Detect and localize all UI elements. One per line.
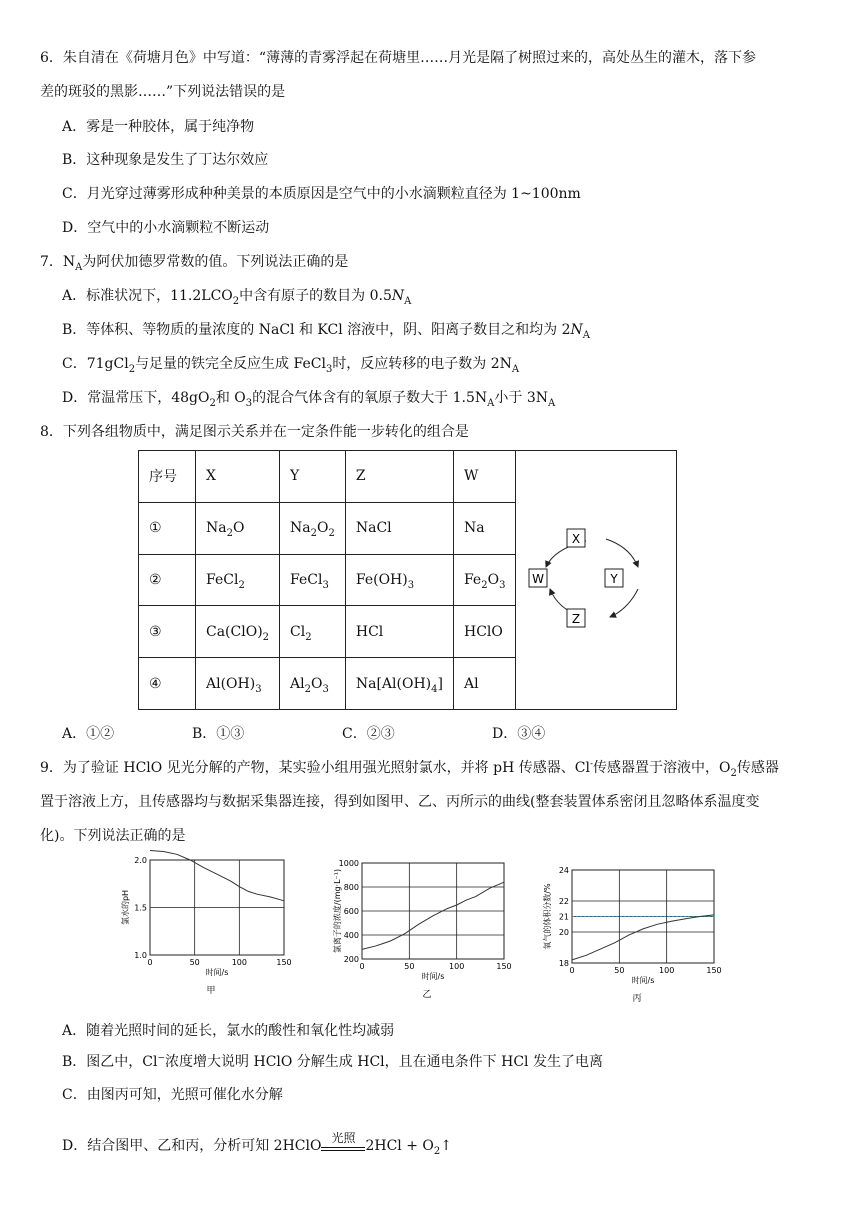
x-tick-label: 0 bbox=[147, 958, 153, 967]
x-axis-label: 时间/s bbox=[205, 968, 229, 977]
q9-option-b: B．图乙中，Cl−浓度增大说明 HClO 分解生成 HCl，且在通电条件下 HCl 发生了电离 bbox=[62, 1053, 603, 1070]
q6-stem-line1: 6．朱自清在《荷塘月色》中写道：“薄薄的青雾浮起在荷塘里……月光是隔了树照过来的，高处丛生的灌木，落下参 bbox=[40, 50, 757, 66]
q8-option-c: C．②③ bbox=[342, 726, 395, 742]
chart-title: 乙 bbox=[422, 990, 432, 1000]
y-tick-label: 2.0 bbox=[134, 856, 147, 865]
table-header: X bbox=[196, 451, 280, 503]
q7-option-d: D．常温常压下，$48gO_2$和 $O_3$的混合气体含有的氧原子数大于 $1.5N_A$小于 $3N_A$ bbox=[62, 390, 556, 409]
node-y-label: Y bbox=[610, 572, 619, 586]
q8-option-a: A．①② bbox=[62, 726, 115, 742]
y-tick-label: 1.0 bbox=[134, 951, 147, 960]
q8-stem: 8．下列各组物质中，满足图示关系并在一定条件能一步转化的组合是 bbox=[40, 424, 469, 440]
arrow-y-to-z bbox=[610, 589, 638, 617]
cell-z: NaCl bbox=[345, 502, 453, 554]
cell-x: $Ca(ClO)_2$ bbox=[196, 606, 280, 658]
y-tick-label: 22 bbox=[558, 897, 569, 906]
cell-x: $Na_2O$ bbox=[196, 502, 280, 554]
chart-title: 甲 bbox=[206, 986, 216, 996]
cell-z: $Na[Al(OH)_4]$ bbox=[345, 658, 453, 710]
q6-option-c: C．月光穿过薄雾形成种种美景的本质原因是空气中的小水滴颗粒直径为 1~100nm bbox=[62, 186, 581, 202]
table-header: Z bbox=[345, 451, 453, 503]
y-tick-label: 400 bbox=[343, 931, 359, 940]
row-no: ② bbox=[139, 554, 196, 606]
arrow-x-to-y bbox=[606, 539, 638, 567]
y-tick-label: 21 bbox=[558, 912, 569, 922]
y-tick-label: 20 bbox=[558, 928, 569, 937]
cell-z: $Fe(OH)_3$ bbox=[345, 554, 453, 606]
cell-y: FeCl$_3$ bbox=[280, 554, 346, 606]
q9-stem-line2: 置于溶液上方，且传感器均与数据采集器连接，得到如图甲、乙、丙所示的曲线(整套装置体系密闭且忽略体系温度变 bbox=[40, 794, 760, 810]
q7-option-a: A．标准状况下，$11.2LCO_2$中含有原子的数目为 $0.5N_A$ bbox=[62, 288, 412, 307]
q8-table bbox=[138, 450, 677, 710]
cell-w: Al bbox=[453, 658, 515, 710]
row-no: ④ bbox=[139, 658, 196, 710]
cycle-diagram-cell bbox=[516, 451, 677, 710]
x-tick-label: 150 bbox=[276, 958, 292, 967]
cell-z: HCl bbox=[345, 606, 453, 658]
cell-w: $Fe_2O_3$ bbox=[453, 554, 515, 606]
q9-option-a: A．随着光照时间的延长，氯水的酸性和氧化性均减弱 bbox=[62, 1023, 395, 1039]
y-axis-label: 氯水的pH bbox=[121, 889, 130, 926]
node-w-label: W bbox=[532, 572, 545, 586]
node-x-label: X bbox=[572, 532, 581, 546]
x-tick-label: 50 bbox=[189, 958, 200, 967]
q9-stem-line3: 化)。下列说法正确的是 bbox=[40, 828, 186, 844]
q7-option-b: B．等体积、等物质的量浓度的 NaCl 和 KCl 溶液中，阴、阳离子数目之和均为 $2N_A$ bbox=[62, 322, 590, 341]
cell-x: FeCl$_2$ bbox=[196, 554, 280, 606]
table-header: W bbox=[453, 451, 515, 503]
y-tick-label: 24 bbox=[558, 866, 569, 875]
y-tick-label: 1000 bbox=[338, 859, 359, 868]
q7-stem: 7．$N_A$为阿伏加德罗常数的值。下列说法正确的是 bbox=[40, 254, 349, 273]
y-axis-label: 氧气的体积分数/% bbox=[543, 883, 552, 950]
x-tick-label: 100 bbox=[659, 966, 675, 975]
chart-title: 丙 bbox=[632, 994, 642, 1004]
q8-option-d: D．③④ bbox=[492, 726, 546, 742]
cell-w: Na bbox=[453, 502, 515, 554]
y-tick-label: 18 bbox=[558, 959, 569, 968]
node-z-label: Z bbox=[572, 612, 581, 626]
q6-option-b: B．这种现象是发生了丁达尔效应 bbox=[62, 152, 269, 168]
row-no: ① bbox=[139, 502, 196, 554]
series-line bbox=[362, 882, 504, 949]
table-header: Y bbox=[280, 451, 346, 503]
y-tick-label: 600 bbox=[343, 907, 359, 916]
cycle-diagram bbox=[516, 451, 676, 705]
q9-option-d: D．结合图甲、乙和丙，分析可知 2HClO 光照 $2HCl + O_2↑$ bbox=[62, 1131, 452, 1157]
y-tick-label: 200 bbox=[343, 955, 359, 964]
x-tick-label: 50 bbox=[614, 966, 625, 975]
x-axis-label: 时间/s bbox=[421, 972, 445, 981]
x-tick-label: 0 bbox=[569, 966, 575, 975]
q9-charts bbox=[0, 850, 860, 1020]
q6-option-a: A．雾是一种胶体，属于纯净物 bbox=[62, 119, 255, 135]
cell-y: $Al_2O_3$ bbox=[280, 658, 346, 710]
x-tick-label: 0 bbox=[359, 962, 365, 971]
x-tick-label: 150 bbox=[496, 962, 512, 971]
q9-stem-line1: 9．为了验证 HClO 见光分解的产物，某实验小组用强光照射氯水，并将 pH 传感器、Cl-传感器置于溶液中，$O_2$传感器 bbox=[40, 759, 779, 779]
series-line bbox=[150, 851, 284, 901]
cell-x: $Al(OH)_3$ bbox=[196, 658, 280, 710]
row-no: ③ bbox=[139, 606, 196, 658]
y-axis-label: 氯离子的浓度/(mg·L⁻¹) bbox=[333, 868, 342, 954]
cell-y: $Cl_2$ bbox=[280, 606, 346, 658]
table-header: 序号 bbox=[139, 451, 196, 503]
q6-option-d: D．空气中的小水滴颗粒不断运动 bbox=[62, 220, 270, 236]
y-tick-label: 800 bbox=[343, 883, 359, 892]
x-axis-label: 时间/s bbox=[631, 976, 655, 985]
cell-y: $Na_2O_2$ bbox=[280, 502, 346, 554]
x-tick-label: 100 bbox=[449, 962, 465, 971]
x-tick-label: 100 bbox=[231, 958, 247, 967]
x-tick-label: 50 bbox=[404, 962, 415, 971]
y-tick-label: 1.5 bbox=[134, 903, 147, 913]
q6-stem-line2: 差的斑驳的黑影……”下列说法错误的是 bbox=[40, 84, 286, 100]
q9-option-c: C．由图丙可知，光照可催化水分解 bbox=[62, 1087, 283, 1103]
series-line bbox=[572, 915, 714, 960]
cell-w: HClO bbox=[453, 606, 515, 658]
q7-option-c: C．71gCl$_2$与足量的铁完全反应生成 FeCl$_3$时，反应转移的电子数为 $2N_A$ bbox=[62, 356, 520, 375]
x-tick-label: 150 bbox=[706, 966, 722, 975]
q8-option-b: B．①③ bbox=[192, 726, 245, 742]
reaction-condition: 光照 bbox=[321, 1147, 365, 1156]
